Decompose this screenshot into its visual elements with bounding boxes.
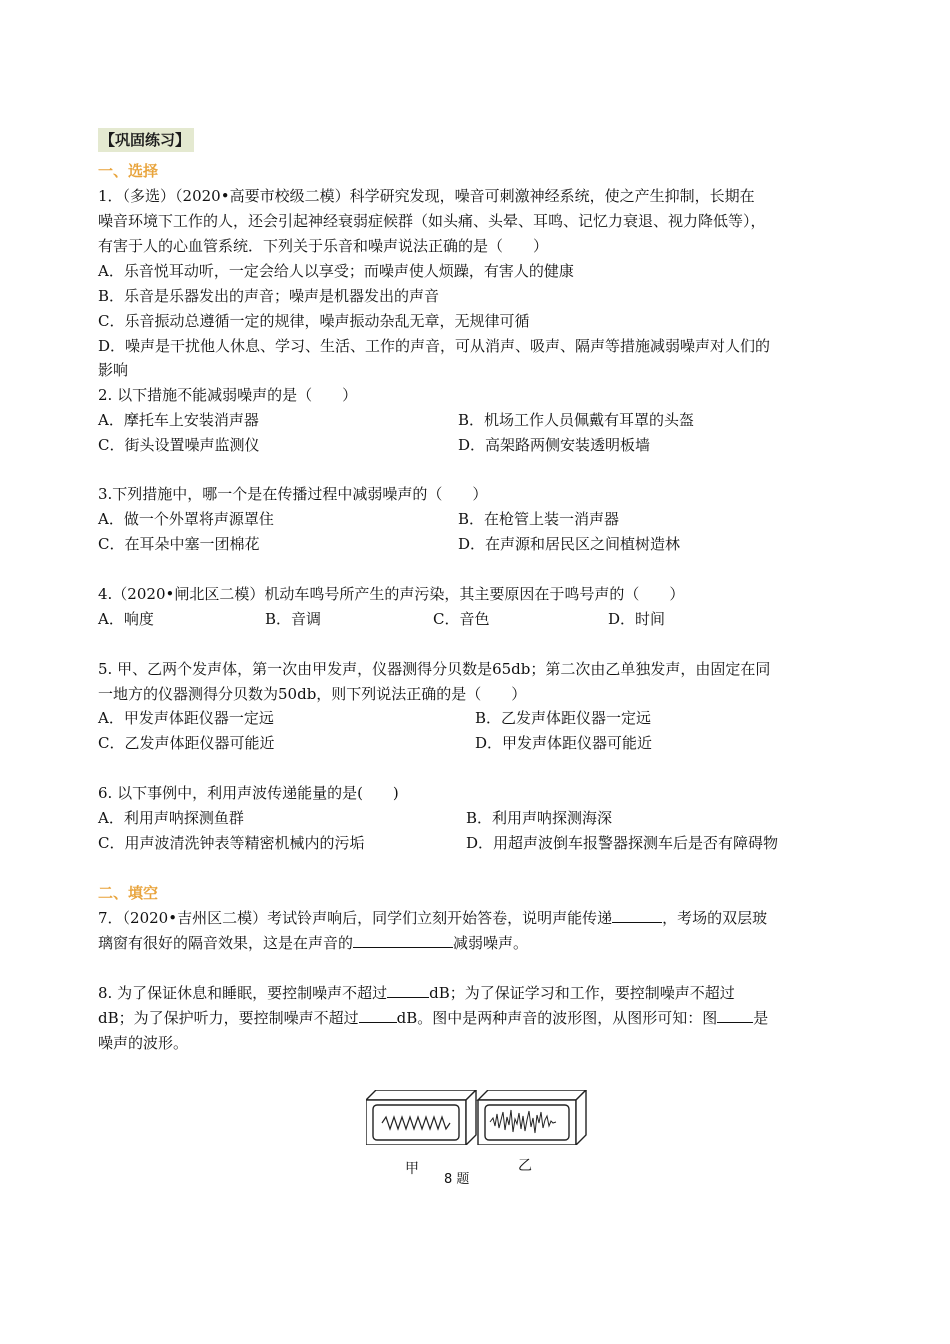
q1-line-2: 噪音环境下工作的人，还会引起神经衰弱症候群（如头痛、头晕、耳鸣、记忆力衰退、视力降低等）， <box>98 212 766 230</box>
q4-option-c: C．音色 <box>433 610 490 628</box>
q5-option-d: D．甲发声体距仪器可能近 <box>475 734 653 752</box>
q3-option-a: A．做一个外罩将声源罩住 <box>98 510 274 528</box>
q3-option-d: D．在声源和居民区之间植树造林 <box>458 535 681 553</box>
q1-option-d-line-1: D．噪声是干扰他人休息、学习、生活、工作的声音，可从消声、吸声、隔声等措施减弱噪声对人们的 <box>98 337 771 355</box>
q7-line-2 <box>98 932 528 954</box>
q6-option-a: A．利用声呐探测鱼群 <box>98 809 244 827</box>
q8-line-2 <box>98 1007 768 1029</box>
q2-option-d: D．高架路两侧安装透明板墙 <box>458 436 651 454</box>
q8-line-3: 噪声的波形。 <box>98 1034 189 1052</box>
figure-label-jia: 甲 <box>405 1161 419 1177</box>
q1-option-a: A．乐音悦耳动听，一定会给人以享受；而噪声使人烦躁，有害人的健康 <box>98 262 574 280</box>
q7-blank-1[interactable] <box>612 907 662 923</box>
q2-stem: 2. 以下措施不能减弱噪声的是（ ） <box>98 386 358 404</box>
q2-option-a: A．摩托车上安装消声器 <box>98 411 259 429</box>
q7-line-1 <box>98 907 767 929</box>
figure-caption: 8 题 <box>444 1172 470 1187</box>
q1-line-1: 1．（多选）（2020•高要市校级二模）科学研究发现，噪音可刺激神经系统，使之产生抑制，长期在 <box>98 187 755 205</box>
q6-stem: 6. 以下事例中，利用声波传递能量的是( ) <box>98 784 399 802</box>
q5-option-b: B．乙发声体距仪器一定远 <box>475 709 652 727</box>
q3-stem: 3.下列措施中，哪一个是在传播过程中减弱噪声的（ ） <box>98 485 488 503</box>
q1-option-d-line-2: 影响 <box>98 361 129 379</box>
q8-line-2-text-c: 是 <box>753 1009 769 1027</box>
box-yi <box>478 1090 586 1145</box>
q2-option-c: C．街头设置噪声监测仪 <box>98 436 260 454</box>
q8-blank-3[interactable] <box>717 1007 753 1023</box>
figure-label-yi: 乙 <box>518 1158 532 1174</box>
q6-option-b: B．利用声呐探测海深 <box>466 809 613 827</box>
q8-line-1-text-b: dB；为了保证学习和工作，要控制噪声不超过 <box>429 984 735 1002</box>
q3-option-b: B．在枪管上装一消声器 <box>458 510 620 528</box>
q1-option-b: B．乐音是乐器发出的声音；噪声是机器发出的声音 <box>98 287 440 305</box>
q4-option-a: A．响度 <box>98 610 154 628</box>
q5-option-a: A．甲发声体距仪器一定远 <box>98 709 274 727</box>
waveform-boxes <box>366 1090 591 1145</box>
q5-option-c: C．乙发声体距仪器可能近 <box>98 734 275 752</box>
q8-line-1-text-a: 8. 为了保证休息和睡眠，要控制噪声不超过 <box>98 984 388 1002</box>
q2-option-b: B．机场工作人员佩戴有耳罩的头盔 <box>458 411 695 429</box>
q6-option-d: D．用超声波倒车报警器探测车后是否有障碍物 <box>466 834 779 852</box>
q8-line-2-text-a: dB；为了保护听力，要控制噪声不超过 <box>98 1009 359 1027</box>
practice-heading: 【巩固练习】 <box>98 128 194 152</box>
q8-line-2-text-b: dB。图中是两种声音的波形图，从图形可知：图 <box>396 1009 718 1027</box>
q8-blank-1[interactable] <box>387 982 429 998</box>
waveform-figure <box>366 1090 591 1149</box>
q1-line-3: 有害于人的心血管系统．下列关于乐音和噪声说法正确的是（ ） <box>98 237 549 255</box>
q5-line-2: 一地方的仪器测得分贝数为50db，则下列说法正确的是（ ） <box>98 685 527 703</box>
q8-blank-2[interactable] <box>359 1007 397 1023</box>
q7-line-2-text-a: 璃窗有很好的隔音效果，这是在声音的 <box>98 934 354 952</box>
q8-line-1 <box>98 982 735 1004</box>
box-jia <box>366 1090 476 1145</box>
q6-option-c: C．用声波清洗钟表等精密机械内的污垢 <box>98 834 365 852</box>
q7-line-2-text-b: 减弱噪声。 <box>453 934 529 952</box>
q1-option-c: C．乐音振动总遵循一定的规律，噪声振动杂乱无章，无规律可循 <box>98 312 530 330</box>
q4-stem: 4.（2020•闸北区二模）机动车鸣号所产生的声污染，其主要原因在于鸣号声的（ ） <box>98 585 685 603</box>
q5-line-1: 5. 甲、乙两个发声体，第一次由甲发声，仪器测得分贝数是65db；第二次由乙单独发声，由固定在同 <box>98 660 771 678</box>
q7-line-1-text-a: 7．（2020•吉州区二模）考试铃声响后，同学们立刻开始答卷，说明声能传递 <box>98 909 613 927</box>
q4-option-b: B．音调 <box>265 610 322 628</box>
section-fill-heading: 二、填空 <box>98 884 159 902</box>
q7-blank-2[interactable] <box>353 932 453 948</box>
q4-option-d: D．时间 <box>608 610 666 628</box>
q7-line-1-text-b: ，考场的双层玻 <box>662 909 768 927</box>
q3-option-c: C．在耳朵中塞一团棉花 <box>98 535 260 553</box>
section-choice-heading: 一、选择 <box>98 162 159 180</box>
